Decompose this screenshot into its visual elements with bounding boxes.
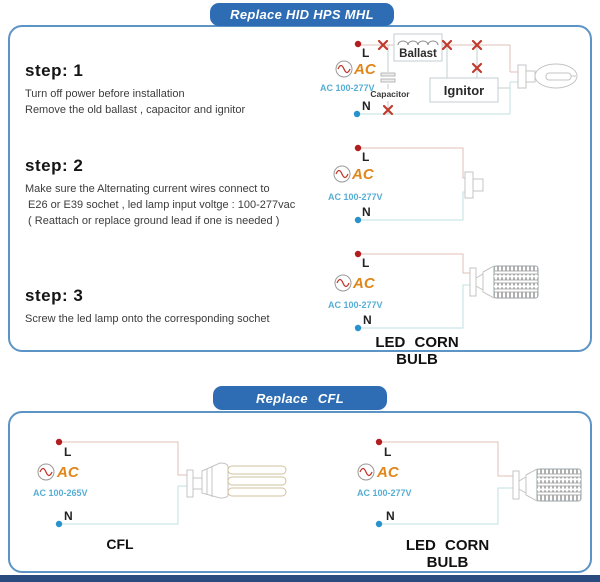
live-label: L (64, 445, 72, 459)
wires (62, 442, 187, 524)
neutral-terminal-dot (354, 111, 360, 117)
step3-circuit-diagram (320, 250, 592, 342)
step-2-block (25, 156, 295, 229)
step-1-title: step: 1 (25, 61, 84, 80)
live-terminal-dot (376, 439, 382, 445)
live-label: L (384, 445, 392, 459)
ballast-label: Ballast (399, 48, 437, 60)
section1-title-tab (210, 3, 394, 26)
neutral-terminal-dot (355, 325, 361, 331)
neutral-label: N (386, 509, 395, 523)
step-3-line: Screw the led lamp onto the corresponding sochet (25, 313, 270, 325)
capacitor-label: Capacitor (370, 89, 410, 99)
live-label: L (362, 150, 370, 164)
section2-title: Replace CFL (255, 390, 345, 406)
neutral-label: N (362, 99, 371, 113)
ignitor-component (430, 78, 498, 102)
step-2-title: step: 2 (25, 156, 84, 175)
cfl-circuit-diagram (20, 425, 310, 565)
section1-title: Replace HID HPS MHL (230, 7, 374, 22)
neutral-terminal-dot (355, 217, 361, 223)
voltage-label: AC 100-277V (328, 192, 383, 202)
led-corn-bulb-label: LED CORN BULB (375, 334, 459, 368)
ac-source-icon (328, 166, 383, 202)
wires (382, 442, 513, 524)
step2-circuit-diagram (320, 140, 560, 248)
neutral-terminal-dot (56, 521, 62, 527)
ac-source-icon (320, 61, 377, 93)
led-corn-bulb-icon (513, 469, 581, 501)
voltage-label: AC 100-277V (357, 488, 412, 498)
ac-source-icon (328, 275, 383, 310)
live-terminal-dot (355, 145, 361, 151)
live-label: L (362, 46, 370, 60)
ac-label: AC (354, 61, 376, 78)
step-1-block (25, 61, 245, 118)
step-2-line: Make sure the Alternating current wires connect to (25, 183, 270, 195)
ac-label: AC (377, 464, 399, 481)
ac-label: AC (57, 464, 79, 481)
cfl-label: CFL (106, 536, 134, 552)
live-terminal-dot (355, 41, 361, 47)
voltage-label: AC 100-277V (328, 300, 383, 310)
ac-label: AC (352, 166, 374, 183)
ignitor-label: Ignitor (443, 83, 485, 98)
capacitor-component (370, 73, 410, 99)
step-3-block (25, 286, 270, 327)
voltage-label: AC 100-265V (33, 488, 88, 498)
ac-source-icon (357, 464, 412, 498)
step-2-line: ( Reattach or replace ground lead if one is needed ) (25, 215, 280, 227)
wires (358, 254, 470, 328)
live-terminal-dot (355, 251, 361, 257)
ac-label: AC (353, 275, 375, 292)
ballast-component (394, 34, 442, 61)
neutral-label: N (363, 313, 372, 327)
step-1-line: Turn off power before installation (25, 88, 185, 100)
neutral-label: N (64, 509, 73, 523)
ac-source-icon (33, 464, 88, 498)
cfl-bulb-icon (187, 463, 286, 498)
wires (358, 148, 465, 220)
step1-circuit-diagram (320, 30, 592, 132)
section2-title-tab (213, 386, 387, 410)
step-3-title: step: 3 (25, 286, 84, 305)
live-label: L (362, 256, 370, 270)
neutral-terminal-dot (376, 521, 382, 527)
bottom-bar (0, 575, 600, 582)
hid-bulb-icon (518, 64, 577, 88)
step-2-line: E26 or E39 sochet , led lamp input voltge : 100-277vac (25, 199, 296, 211)
led-corn-bulb-icon (470, 266, 538, 298)
voltage-label: AC 100-277V (320, 83, 375, 93)
live-terminal-dot (56, 439, 62, 445)
empty-socket-icon (465, 172, 483, 198)
neutral-label: N (362, 205, 371, 219)
led-corn-bulb-label: LED CORN BULB (405, 537, 490, 571)
step-1-line: Remove the old ballast , capacitor and ignitor (25, 104, 246, 116)
